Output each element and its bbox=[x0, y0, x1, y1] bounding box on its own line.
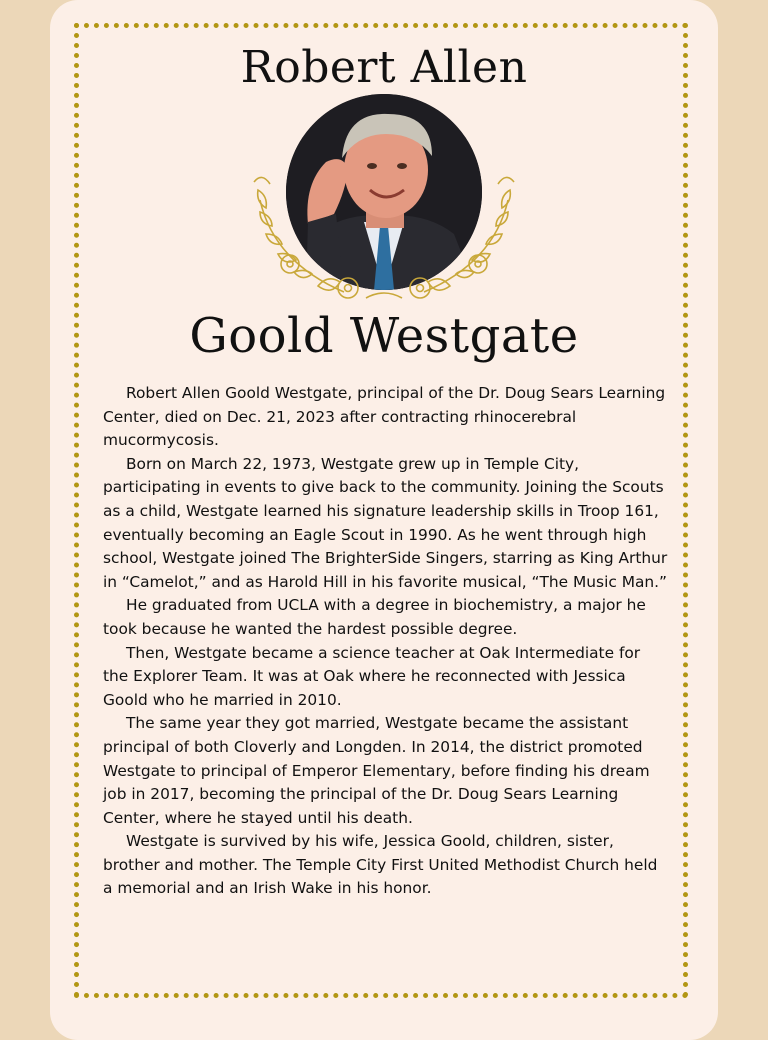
portrait-with-wreath bbox=[248, 92, 520, 310]
paragraph-5: The same year they got married, Westgate became the assistant principal of both Cloverly and Longden. In 2014, the district promoted Westgate to principal of Emperor Elementary, before finding his dream job in 2017, becoming the principal of the Dr. Doug Sears Learning Center, where he stayed until his death. bbox=[103, 714, 650, 827]
paragraph-3: He graduated from UCLA with a degree in biochemistry, a major he took because he wanted the hardest possible degree. bbox=[103, 596, 646, 638]
paragraph-4: Then, Westgate became a science teacher at Oak Intermediate for the Explorer Team. It was at Oak where he reconnected with Jessica Goold who he married in 2010. bbox=[103, 643, 641, 709]
name-second-line: Goold Westgate bbox=[189, 308, 579, 364]
paragraph-6: Westgate is survived by his wife, Jessica Goold, children, sister, brother and mother. The Temple City First United Methodist Church held a memorial and an Irish Wake in his honor. bbox=[103, 832, 658, 898]
paragraph-2: Born on March 22, 1973, Westgate grew up in Temple City, participating in events to give back to the community. Joining the Scouts as a child, Westgate learned his signature leadership skills in Troop 161, eventually becoming an Eagle Scout in 1990. As he went through high school, Westgate joined The BrighterSide Singers, starring as King Arthur in “Camelot,” and as Harold Hill in his favorite musical, “The Music Man.” bbox=[103, 454, 668, 591]
name-first-line: Robert Allen bbox=[240, 42, 528, 93]
obituary-text bbox=[103, 382, 669, 901]
floral-wreath-icon bbox=[248, 92, 520, 310]
paragraph-1: Robert Allen Goold Westgate, principal of the Dr. Doug Sears Learning Center, died on Dec. 21, 2023 after contracting rhinocerebral mucormycosis. bbox=[103, 384, 666, 450]
